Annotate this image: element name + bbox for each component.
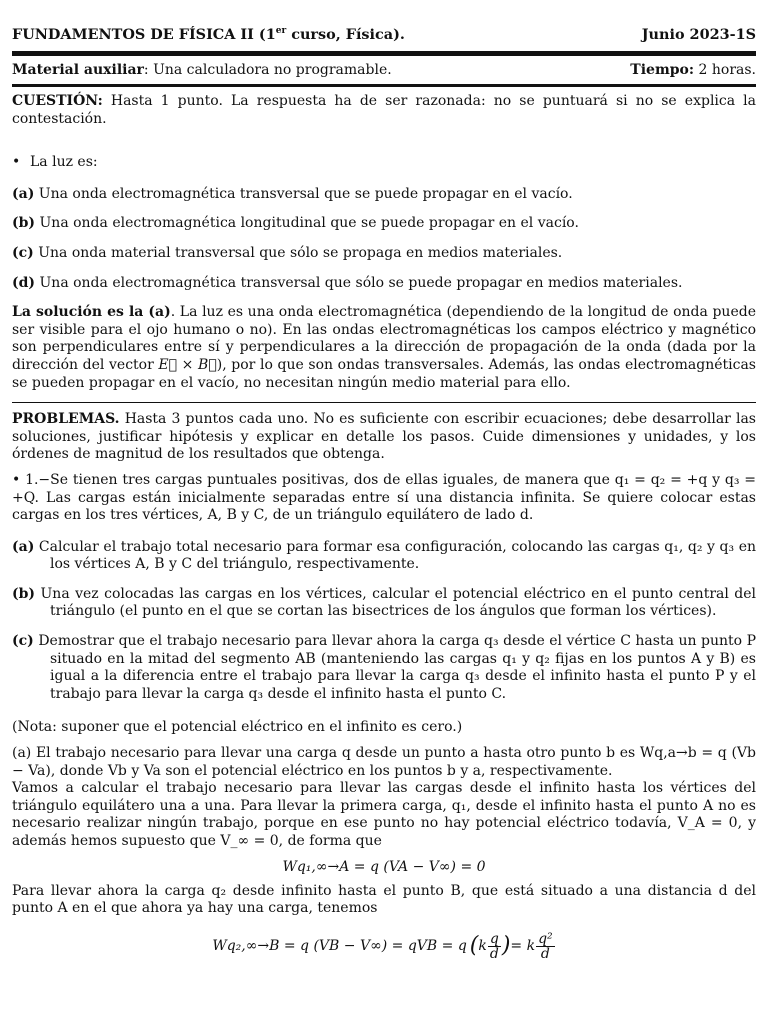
cuestion-header: CUESTIÓN: Hasta 1 punto. La respuesta ha de ser razonada: no se puntuará si no se explica la contestación.: [12, 93, 756, 127]
paragraph-2: Vamos a calcular el trabajo necesario para llevar las cargas desde el infinito hasta los vértices del triángulo equilátero una a una. Para llevar la primera carga, q₁, desde el infinito hasta el punto A no es necesario realizar ningún trabajo, porque en ese punto no hay potencial eléctrico todavía, V_A = 0, y además hemos supuesto que V_∞ = 0, de forma que: [12, 780, 756, 849]
option-a: (a) Una onda electromagnética transversal que se puede propagar en el vacío.: [12, 185, 573, 202]
paragraph-3: Para llevar ahora la carga q₂ desde infinito hasta el punto B, que está situado a una distancia d del punto A en el que ahora ya hay una carga, tenemos: [12, 882, 756, 917]
option-d: (d) Una onda electromagnética transversal que sólo se puede propagar en medios materiales.: [12, 274, 683, 291]
problem-item-c: (c) Demostrar que el trabajo necesario para llevar ahora la carga q₃ desde el vértice C hasta un punto P situado en la mitad del segmento AB (manteniendo las cargas q₁ y q₂ fijas en los puntos A y B) es igual a la diferencia entre el trabajo para llevar la carga q₃ desde el infinito hasta el punto P y el trabajo para llevar la carga q₃ desde el infinito hasta el punto C.: [12, 633, 757, 702]
option-b: (b) Una onda electromagnética longitudinal que se puede propagar en el vacío.: [12, 215, 579, 232]
exam-date: Junio 2023-1S: [641, 26, 756, 43]
subheader-rule: [12, 84, 756, 87]
problem-1-intro: • 1.−Se tienen tres cargas puntuales positivas, dos de ellas iguales, de manera que q₁ = q₂ = +q y q₃ = +Q. Las cargas están inicialmente separadas entre sí una distancia infinita. Se quiere colocar estas cargas en los tres vértices, A, B y C, de un triángulo equilátero de lado d.: [12, 471, 756, 524]
material-info: Material auxiliar: Una calculadora no programable.: [12, 62, 392, 78]
solution-paragraph: La solución es la (a). La luz es una onda electromagnética (dependiendo de la longitud de onda puede ser visible para el ojo humano o no). En las ondas electromagnéticas los campos eléctrico y magnético son perpendiculares entre sí y perpendiculares a la dirección de propagación de la onda (dada por la dirección del vector E⃗ × B⃗), por lo que son ondas transversales. Además, las ondas electromagnéticas se pueden propagar en el vacío, no necesitan ningún medio material para ello.: [12, 304, 756, 391]
course-title: FUNDAMENTOS DE FÍSICA II (1er curso, Física).: [12, 26, 405, 43]
cuestion-bullet: • La luz es:: [12, 154, 98, 171]
answer-a: (a) El trabajo necesario para llevar una carga q desde un punto a hasta otro punto b es Wq,a→b = q (Vb − Va), donde Vb y Va son el potencial eléctrico en los puntos b y a, respectivamente.: [12, 745, 756, 779]
equation-1: Wq₁,∞→A = q (VA − V∞) = 0: [282, 858, 486, 875]
problem-item-a: (a) Calcular el trabajo total necesario para formar esa configuración, colocando las cargas q₁, q₂ y q₃ en los vértices A, B y C del triángulo, respectivamente.: [12, 538, 756, 573]
header-rule: [12, 51, 756, 56]
exam-header: [12, 26, 756, 43]
fraction-q-over-d: $\frac{q}{d}$: [489, 930, 499, 962]
option-c: (c) Una onda material transversal que sólo se propaga en medios materiales.: [12, 244, 563, 261]
section-divider: [12, 402, 756, 403]
equation-2: Wq₂,∞→B = q (VB − V∞) = qVB = q ( k $\frac{q}{d}$ ) = k $\frac{\text{q²}}{d}$: [212, 930, 553, 962]
exam-page: [12, 0, 756, 961]
time-info: Tiempo: 2 horas.: [630, 62, 756, 78]
problemas-header: PROBLEMAS. Hasta 3 puntos cada uno. No es suficiente con escribir ecuaciones; debe desarrollar las soluciones, justificar hipótesis y explicar en detalle los pasos. Cuide dimensiones y unidades, y los órdenes de magnitud de los resultados que obtenga.: [12, 411, 756, 463]
note: (Nota: suponer que el potencial eléctrico en el infinito es cero.): [12, 719, 463, 736]
problem-item-b: (b) Una vez colocadas las cargas en los vértices, calcular el potencial eléctrico en el punto central del triángulo (el punto en el que se cortan las bisectrices de los ángulos que forman los vértices).: [12, 585, 756, 620]
fraction-q2-over-d: $\frac{\text{q²}}{d}$: [538, 930, 553, 962]
exam-subheader: [12, 62, 756, 78]
